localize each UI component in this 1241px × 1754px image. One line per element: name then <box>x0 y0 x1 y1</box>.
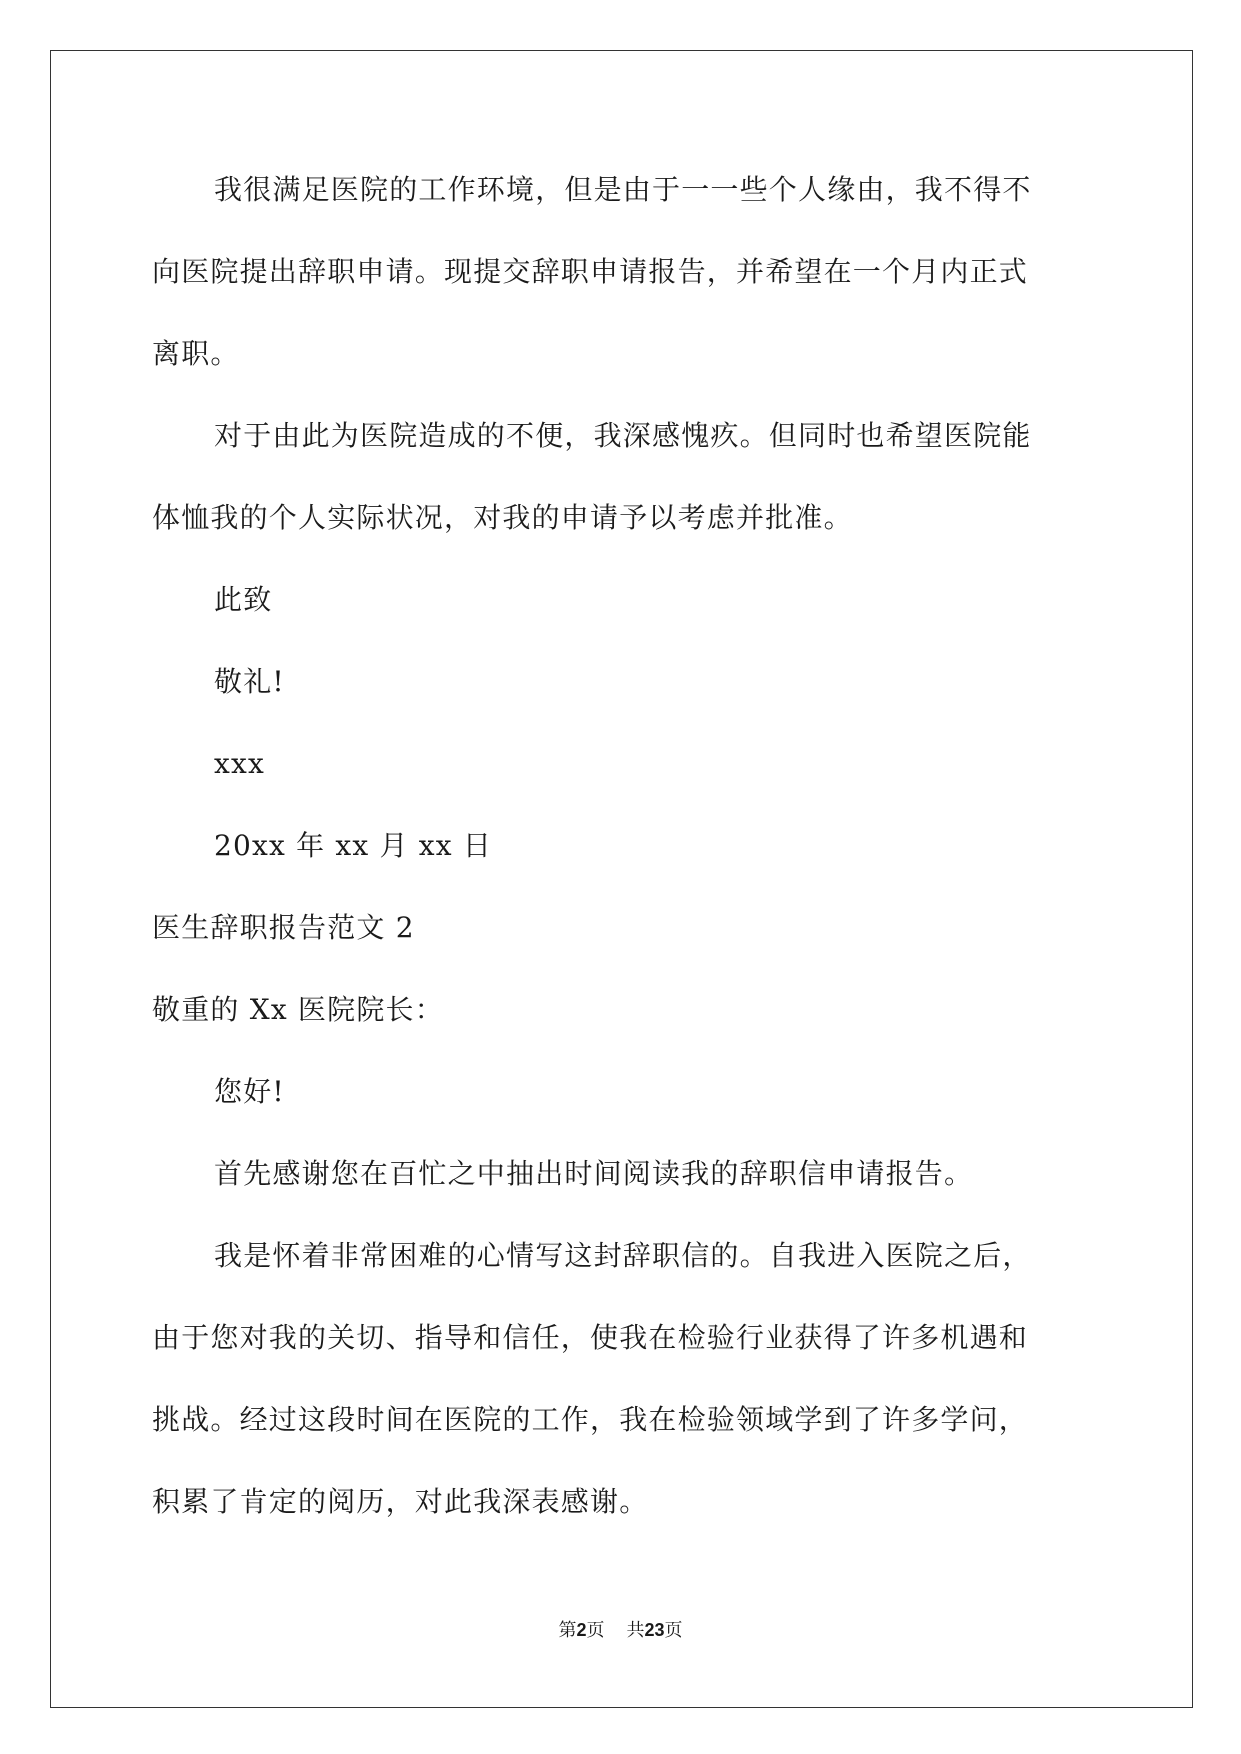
page-number: 2 <box>576 1620 587 1640</box>
paragraph-line: 积累了肯定的阅历，对此我深表感谢。 <box>152 1485 649 1518</box>
paragraph-line: 对于由此为医院造成的不便，我深感愧疚。但同时也希望医院能 <box>214 419 1032 452</box>
total-pages: 23 <box>644 1620 665 1640</box>
greeting: 您好! <box>214 1075 285 1108</box>
paragraph-line: 离职。 <box>152 337 240 370</box>
page-footer <box>0 1618 1241 1643</box>
salutation-closing: 此致 <box>214 583 273 616</box>
page-prefix: 第 <box>558 1620 577 1641</box>
paragraph-line: 我很满足医院的工作环境，但是由于一一些个人缘由，我不得不 <box>214 173 1032 206</box>
paragraph-line: 我是怀着非常困难的心情写这封辞职信的。自我进入医院之后， <box>214 1239 1032 1272</box>
paragraph-line: 由于您对我的关切、指导和信任，使我在检验行业获得了许多机遇和 <box>152 1321 1029 1354</box>
total-prefix: 共 <box>626 1620 645 1641</box>
paragraph-line: 向医院提出辞职申请。现提交辞职申请报告，并希望在一个月内正式 <box>152 255 1029 288</box>
total-suffix: 页 <box>664 1620 683 1641</box>
letter-addressee: 敬重的 Xx 医院院长： <box>152 993 444 1026</box>
signature-date: 20xx 年 xx 月 xx 日 <box>214 829 493 862</box>
paragraph-line: 首先感谢您在百忙之中抽出时间阅读我的辞职信申请报告。 <box>214 1157 974 1190</box>
paragraph-line: 体恤我的个人实际状况，对我的申请予以考虑并批准。 <box>152 501 853 534</box>
paragraph-line: 挑战。经过这段时间在医院的工作，我在检验领域学到了许多学问， <box>152 1403 1029 1436</box>
salutation-regards: 敬礼! <box>214 665 285 698</box>
page-suffix: 页 <box>586 1620 605 1641</box>
section-heading: 医生辞职报告范文 2 <box>152 911 415 944</box>
signature-name: xxx <box>214 747 265 780</box>
page-border <box>50 50 1193 1708</box>
